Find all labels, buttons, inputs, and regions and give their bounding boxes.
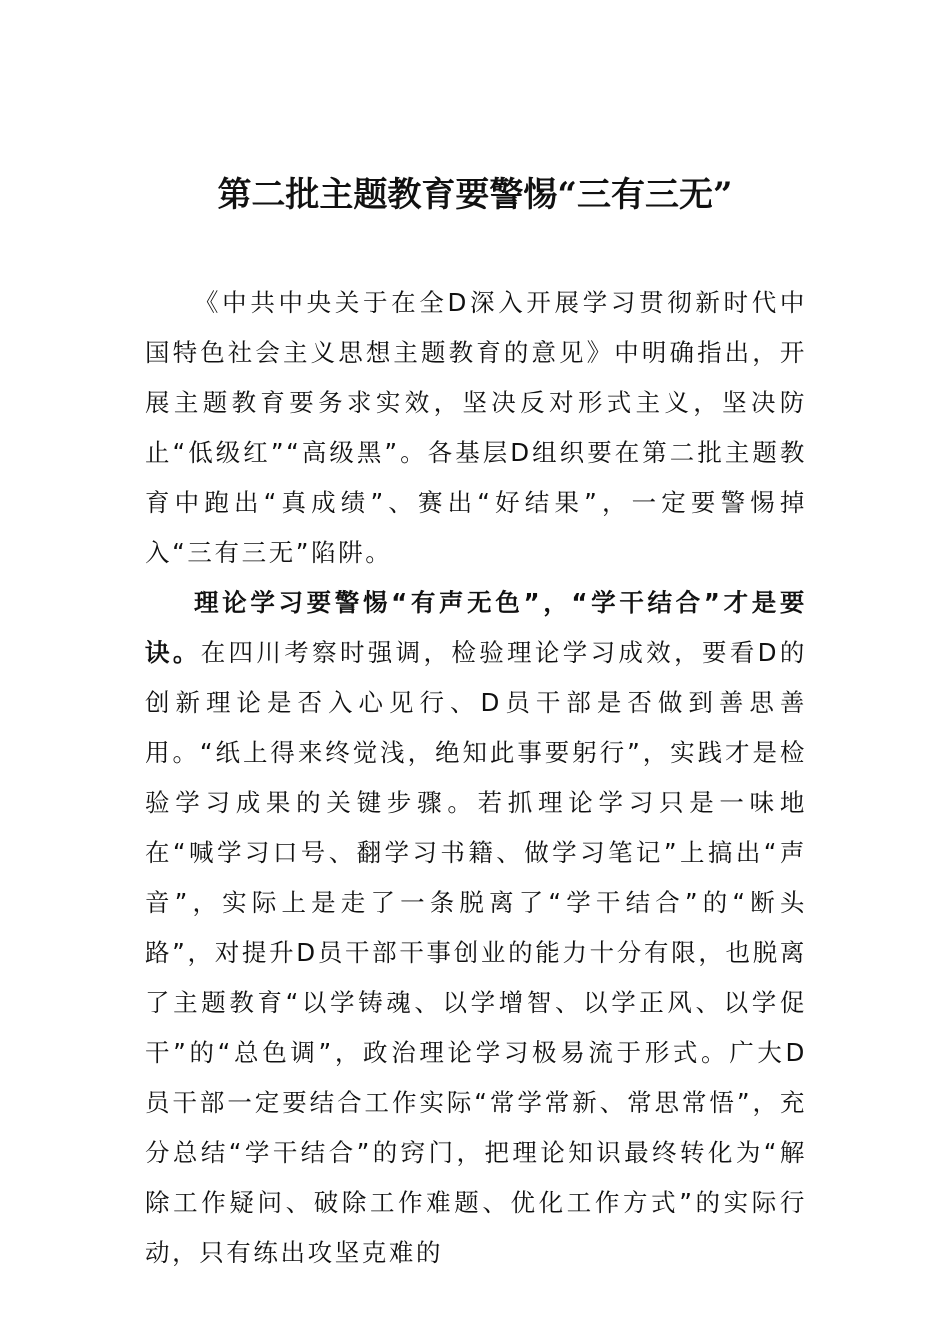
paragraph-lead-heading: 理论学习要警惕“有声无色”，“学干结合”才是要诀。 xyxy=(145,588,807,667)
document-title: 第二批主题教育要警惕“三有三无” xyxy=(217,175,733,215)
paragraph-theory-study xyxy=(145,578,807,1278)
paragraph-body-text: 在四川考察时强调，检验理论学习成效，要看D的创新理论是否入心见行、D员干部是否做到善思善用。“纸上得来终觉浅，绝知此事要躬行”，实践才是检验学习成果的关键步骤。若抓理论学习只是一味地在“喊学习口号、翻学习书籍、做学习笔记”上搞出“声音”，实际上是走了一条脱离了“学干结合”的“断头路”，对提升D员干部干事创业的能力十分有限，也脱离了主题教育“以学铸魂、以学增智、以学正风、以学促干”的“总色调”，政治理论学习极易流于形式。广大D员干部一定要结合工作实际“常学常新、常思常悟”，充分总结“学干结合”的窍门，把理论知识最终转化为“解除工作疑问、破除工作难题、优化工作方式”的实际行动，只有练出攻坚克难的 xyxy=(145,638,807,1267)
document-body xyxy=(145,278,807,1278)
paragraph-intro: 《中共中央关于在全D深入开展学习贯彻新时代中国特色社会主义思想主题教育的意见》中明确指出，开展主题教育要务求实效，坚决反对形式主义，坚决防止“低级红”“高级黑”。各基层D组织要在第二批主题教育中跑出“真成绩”、赛出“好结果”，一定要警惕掉入“三有三无”陷阱。 xyxy=(145,288,807,567)
